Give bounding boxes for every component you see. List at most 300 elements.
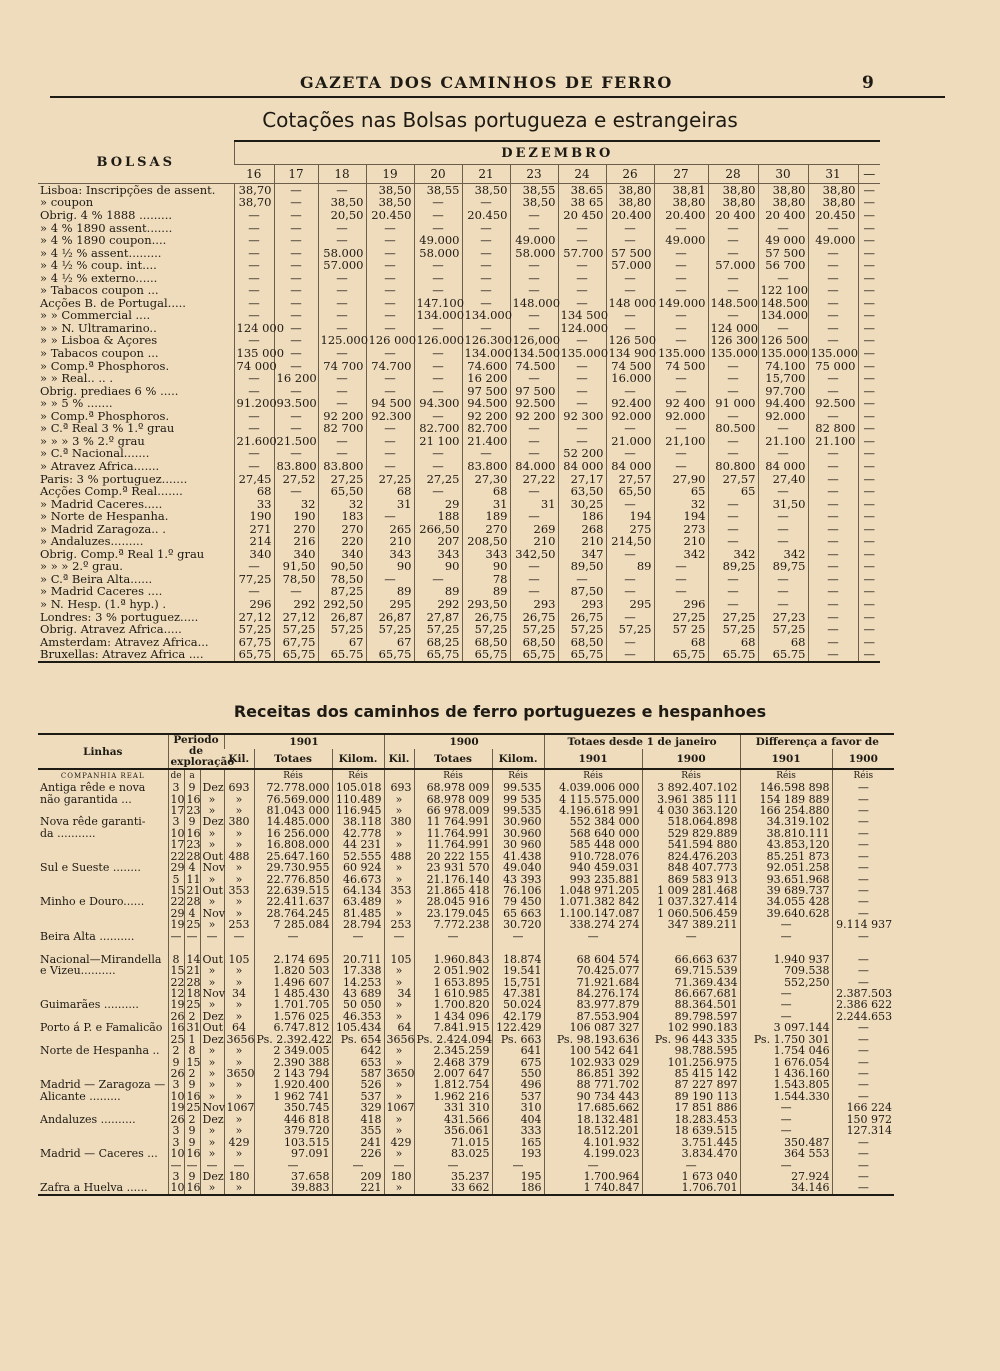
receipt-cell: 1 434 096 (414, 1011, 492, 1022)
quote-cell: 214,50 (606, 535, 654, 548)
receipt-cell: » (200, 805, 224, 816)
receipts-table (38, 733, 894, 1196)
table-row (38, 1102, 894, 1113)
quote-cell: — (858, 222, 880, 235)
security-label: Obrig. 4 % 1888 ......... (40, 208, 173, 223)
quote-cell: — (234, 259, 274, 272)
line-name (38, 1125, 168, 1136)
quote-cell: — (808, 648, 858, 661)
quote-cell: 190 (234, 510, 274, 523)
receipt-cell: 10 (168, 1182, 184, 1194)
day-header: 28 (708, 165, 758, 184)
quote-cell: — (318, 447, 366, 460)
quote-cell: 49.000 (510, 234, 558, 247)
quote-cell: 49 000 (758, 234, 808, 247)
line-name: e Vizeu.......... (40, 964, 116, 978)
quote-cell: — (462, 297, 510, 310)
quote-cell: 273 (654, 523, 708, 536)
receipt-cell: 642 (332, 1045, 384, 1056)
quote-cell: 49.000 (808, 234, 858, 247)
receipt-cell: » (224, 896, 254, 907)
receipt-cell: 64 (224, 1022, 254, 1033)
header-rule (50, 96, 945, 98)
receipt-cell: 18.512.201 (544, 1125, 642, 1136)
quote-cell: — (318, 322, 366, 335)
quote-cell: — (808, 447, 858, 460)
table-row (38, 347, 880, 360)
receipt-cell: 4.199.023 (544, 1148, 642, 1159)
receipt-cell: 12 (168, 988, 184, 999)
quote-cell: 65,50 (606, 485, 654, 498)
receipt-cell: 18.283.453 (642, 1114, 740, 1125)
quote-cell: 268 (558, 523, 606, 536)
quote-cell: 57,25 (606, 623, 654, 636)
receipt-cell: 26 (168, 1114, 184, 1125)
receipt-cell: 106 087 327 (544, 1022, 642, 1033)
quote-cell: 293 (510, 598, 558, 611)
receipt-cell: 83.025 (414, 1148, 492, 1159)
quote-cell: — (510, 560, 558, 573)
receipt-cell: — (832, 828, 894, 839)
receipt-cell: 1.820 503 (254, 965, 332, 976)
quote-cell: 31 (366, 498, 414, 511)
quote-cell: — (808, 548, 858, 561)
header-a: a (184, 769, 200, 782)
security-label: Paris: 3 % portuguez....... (40, 471, 188, 486)
quote-cell: — (510, 309, 558, 322)
receipt-cell: 3656 (224, 1034, 254, 1045)
receipt-cell: 1.544.330 (740, 1091, 832, 1102)
quote-cell: 32 (318, 498, 366, 511)
quote-cell: — (558, 385, 606, 398)
quote-cell: 20 400 (708, 209, 758, 222)
quote-cell: 38,50 (366, 196, 414, 209)
receipt-cell: — (740, 1011, 832, 1022)
quote-cell: — (858, 397, 880, 410)
quote-cell: 295 (606, 598, 654, 611)
quote-cell: 82.700 (462, 422, 510, 435)
receipt-cell: 11.764.991 (414, 839, 492, 850)
receipt-cell: 2 051.902 (414, 965, 492, 976)
quote-cell: — (274, 309, 318, 322)
receipt-cell: 43 393 (492, 874, 544, 885)
quote-cell: — (234, 284, 274, 297)
receipt-cell: 3 892.407.102 (642, 782, 740, 793)
quote-cell: — (858, 284, 880, 297)
line-name (38, 874, 168, 885)
quote-cell: — (606, 636, 654, 649)
receipt-cell: 518.064.898 (642, 816, 740, 827)
quote-cell: 135.000 (808, 347, 858, 360)
quote-cell: — (274, 385, 318, 398)
section-title-quotations: Cotações nas Bolsas portugueza e estrangeiras (262, 108, 738, 132)
quote-cell: 27,25 (366, 472, 414, 485)
receipt-cell: 110.489 (332, 793, 384, 804)
quote-cell: — (808, 385, 858, 398)
receipt-cell: 28 (184, 896, 200, 907)
receipt-cell: Nov (200, 908, 224, 919)
receipt-cell: 1 436.160 (740, 1068, 832, 1079)
quote-cell: — (654, 447, 708, 460)
table-row (38, 862, 894, 873)
receipt-cell: 193 (492, 1148, 544, 1159)
quote-cell: — (808, 560, 858, 573)
quote-cell: 57,25 (462, 623, 510, 636)
receipt-cell: — (832, 1159, 894, 1170)
quote-cell: 38,80 (808, 184, 858, 197)
receipt-cell: 16 (184, 1091, 200, 1102)
quote-cell: — (366, 573, 414, 586)
receipt-cell: 9 (184, 782, 200, 793)
receipt-cell: » (384, 976, 414, 987)
quote-cell: — (318, 222, 366, 235)
quote-cell: 210 (366, 535, 414, 548)
quote-cell: 90 (366, 560, 414, 573)
quote-cell: 68 (708, 636, 758, 649)
quote-cell: 84.000 (510, 460, 558, 473)
quote-cell: — (808, 598, 858, 611)
quote-cell: 135.000 (758, 347, 808, 360)
receipt-cell: 253 (224, 919, 254, 930)
security-label: » 4 % 1890 coupon.... (40, 233, 167, 248)
quote-cell: 92 300 (558, 410, 606, 423)
quote-cell: 183 (318, 510, 366, 523)
receipt-cell: » (200, 1045, 224, 1056)
quote-cell: 91,50 (274, 560, 318, 573)
receipt-cell: — (254, 931, 332, 942)
receipt-cell: 64.134 (332, 885, 384, 896)
quote-cell: 74.700 (366, 360, 414, 373)
quote-cell: — (366, 422, 414, 435)
quote-cell: 89,25 (708, 560, 758, 573)
receipt-cell: » (384, 908, 414, 919)
quote-cell: — (234, 334, 274, 347)
receipt-cell: 15 (168, 885, 184, 896)
quote-cell: — (558, 435, 606, 448)
receipt-cell: 76.106 (492, 885, 544, 896)
unit-reis: Réis (832, 769, 894, 782)
receipt-cell: 331 310 (414, 1102, 492, 1113)
quote-cell: — (858, 347, 880, 360)
receipt-cell: — (544, 931, 642, 942)
receipt-cell (492, 942, 544, 953)
receipt-cell: 86.667.681 (642, 988, 740, 999)
receipt-cell: 39.640.628 (740, 908, 832, 919)
quote-cell: 126 300 (708, 334, 758, 347)
receipt-cell: 431.566 (414, 1114, 492, 1125)
receipt-cell: 180 (384, 1171, 414, 1182)
receipt-cell: 19 (168, 1102, 184, 1113)
receipt-cell: 23 (184, 839, 200, 850)
receipt-cell: 537 (332, 1091, 384, 1102)
receipt-cell: — (544, 1159, 642, 1170)
receipt-cell: 64 (384, 1022, 414, 1033)
receipt-cell: 541.594 880 (642, 839, 740, 850)
table-row (38, 259, 880, 272)
line-name: Zafra a Huelva ...... (38, 1182, 168, 1194)
receipt-cell: 17 851 886 (642, 1102, 740, 1113)
quote-cell: 57 500 (606, 247, 654, 260)
quote-cell: 20.450 (808, 209, 858, 222)
quote-cell: — (558, 573, 606, 586)
line-name: Andaluzes .......... (40, 1112, 136, 1126)
quote-cell: 207 (414, 535, 462, 548)
quote-cell: — (318, 372, 366, 385)
quote-cell: — (462, 322, 510, 335)
security-label: » N. Hesp. (1.ª hyp.) . (40, 596, 167, 611)
quote-cell: 67 (318, 636, 366, 649)
quote-cell: 65,75 (234, 648, 274, 661)
receipt-cell: 43 689 (332, 988, 384, 999)
quote-cell: — (708, 360, 758, 373)
receipt-cell: — (832, 976, 894, 987)
receipt-cell: 869 583 913 (642, 874, 740, 885)
quote-cell: 126 000 (366, 334, 414, 347)
receipt-cell: » (200, 1057, 224, 1068)
quote-cell: 57 500 (758, 247, 808, 260)
receipt-cell: 350.487 (740, 1137, 832, 1148)
quote-cell: — (462, 284, 510, 297)
quote-cell: 65,75 (462, 648, 510, 661)
receipt-cell: 16 (168, 1022, 184, 1033)
unit-reis: Réis (414, 769, 492, 782)
receipt-cell: » (200, 1079, 224, 1090)
quote-cell: — (510, 259, 558, 272)
quote-cell: 210 (510, 535, 558, 548)
receipt-cell: — (740, 919, 832, 930)
receipt-cell: » (224, 1079, 254, 1090)
quote-cell: 38,80 (708, 184, 758, 197)
quote-cell: 27,25 (708, 610, 758, 623)
quote-cell: 57,25 (366, 623, 414, 636)
table-row (38, 1045, 894, 1056)
receipt-cell: Ps. 2.392.422 (254, 1034, 332, 1045)
receipt-cell: 88.364.501 (642, 999, 740, 1010)
quote-cell: — (606, 648, 654, 661)
receipt-cell: 25 (184, 999, 200, 1010)
quote-cell: 38,80 (606, 196, 654, 209)
header-totaes-jan-1901: 1901 (544, 749, 642, 769)
table-row (38, 648, 880, 661)
quote-cell: 269 (510, 523, 558, 536)
quote-cell: — (858, 648, 880, 661)
quote-cell: 57,25 (274, 623, 318, 636)
receipt-cell: — (384, 1159, 414, 1170)
receipt-cell: — (642, 931, 740, 942)
receipt-cell: » (384, 862, 414, 873)
receipt-cell: — (832, 862, 894, 873)
quote-cell: 38,80 (654, 196, 708, 209)
day-header: 18 (318, 165, 366, 184)
receipt-cell: 11.764.991 (414, 828, 492, 839)
quote-cell: 27,90 (654, 472, 708, 485)
receipt-cell: 4.101.932 (544, 1137, 642, 1148)
receipt-cell: — (200, 1159, 224, 1170)
receipt-cell: — (832, 874, 894, 885)
quote-cell: 21.100 (808, 435, 858, 448)
receipt-cell: — (740, 1125, 832, 1136)
quote-cell: — (654, 385, 708, 398)
receipt-cell: 21 (184, 965, 200, 976)
receipt-cell: 4.196.618 991 (544, 805, 642, 816)
quote-cell: 65.75 (318, 648, 366, 661)
quote-cell: — (234, 372, 274, 385)
line-name: Beira Alta .......... (40, 929, 135, 943)
quote-cell: — (510, 485, 558, 498)
quote-cell: — (274, 485, 318, 498)
quote-cell: 343 (414, 548, 462, 561)
receipt-cell: 347 389.211 (642, 919, 740, 930)
quote-cell: — (274, 347, 318, 360)
quote-cell: 38,80 (758, 196, 808, 209)
receipt-cell: 34.055 428 (740, 896, 832, 907)
quote-cell: — (654, 247, 708, 260)
quote-cell: — (606, 385, 654, 398)
quote-cell: — (234, 560, 274, 573)
quote-cell: 68,25 (414, 636, 462, 649)
receipt-cell: 653 (332, 1057, 384, 1068)
receipt-cell: 675 (492, 1057, 544, 1068)
quote-cell: — (274, 184, 318, 197)
quote-cell: — (858, 460, 880, 473)
receipt-cell: — (414, 931, 492, 942)
receipt-cell: 37.658 (254, 1171, 332, 1182)
table-row (38, 839, 894, 850)
receipt-cell: 380 (224, 816, 254, 827)
quote-cell: — (654, 460, 708, 473)
header-totaes-janeiro: Totaes desde 1 de janeiro (544, 734, 740, 749)
quote-cell: — (274, 585, 318, 598)
receipt-cell (384, 942, 414, 953)
quote-cell: 92.000 (758, 410, 808, 423)
quote-cell: 148.000 (510, 297, 558, 310)
receipt-cell: 21.176.140 (414, 874, 492, 885)
receipt-cell: 98.788.595 (642, 1045, 740, 1056)
receipt-cell: 28 (184, 851, 200, 862)
quote-cell: 93.500 (274, 397, 318, 410)
receipt-cell: 446 818 (254, 1114, 332, 1125)
receipt-cell: 333 (492, 1125, 544, 1136)
quote-cell: 87,25 (318, 585, 366, 598)
receipt-cell: 30 960 (492, 839, 544, 850)
line-name (38, 976, 168, 987)
security-label: » » Real.. .. . (40, 371, 113, 386)
quote-cell: 78 (462, 573, 510, 586)
quote-cell: — (808, 485, 858, 498)
receipt-cell: 552 384 000 (544, 816, 642, 827)
quote-cell: — (606, 272, 654, 285)
receipt-cell: 76.569.000 (254, 793, 332, 804)
quote-cell: 57,25 (758, 623, 808, 636)
receipt-cell: — (832, 1171, 894, 1182)
receipt-cell: 85 415 142 (642, 1068, 740, 1079)
receipt-cell (200, 942, 224, 953)
receipt-cell: 10 (168, 1148, 184, 1159)
quote-cell: 271 (234, 523, 274, 536)
header-kilom-1901: Kilom. (332, 749, 384, 769)
receipt-cell: » (384, 1079, 414, 1090)
quote-cell: — (366, 510, 414, 523)
receipt-cell: 22 (168, 896, 184, 907)
quote-cell: 27,57 (708, 472, 758, 485)
line-name (38, 1057, 168, 1068)
receipt-cell: 993 235.881 (544, 874, 642, 885)
table-row (38, 919, 894, 930)
quote-cell: — (654, 560, 708, 573)
quotations-body (38, 184, 880, 662)
security-label: » Andaluzes......... (40, 534, 144, 549)
security-label: Obrig. prediaes 6 % ..... (40, 383, 179, 398)
quote-cell: — (808, 309, 858, 322)
quote-cell: 38,50 (510, 196, 558, 209)
receipt-cell: 1.496 607 (254, 976, 332, 987)
receipt-cell: 3.751.445 (642, 1137, 740, 1148)
quote-cell: 82.700 (414, 422, 462, 435)
quote-cell: — (366, 447, 414, 460)
receipt-cell: 2.244.653 (832, 1011, 894, 1022)
receipt-cell: 4.039.006 000 (544, 782, 642, 793)
quote-cell: — (558, 372, 606, 385)
receipt-cell: — (740, 988, 832, 999)
quote-cell: — (858, 598, 880, 611)
quote-cell: — (318, 347, 366, 360)
table-row (38, 272, 880, 285)
receipt-cell: 568 640 000 (544, 828, 642, 839)
receipt-cell: 68.978 009 (414, 782, 492, 793)
receipt-cell: » (384, 874, 414, 885)
quote-cell: 27,25 (414, 472, 462, 485)
quote-cell: 126,000 (510, 334, 558, 347)
receipt-cell: 69.715.539 (642, 965, 740, 976)
receipt-cell: 60 924 (332, 862, 384, 873)
receipt-cell: 3 (168, 1171, 184, 1182)
receipt-cell: 42.778 (332, 828, 384, 839)
receipt-cell: 29 (168, 862, 184, 873)
receipt-cell: » (224, 1057, 254, 1068)
receipt-cell: 28.764.245 (254, 908, 332, 919)
receipt-cell: » (224, 965, 254, 976)
quote-cell: — (654, 573, 708, 586)
table-row (38, 1182, 894, 1194)
receipt-cell: 537 (492, 1091, 544, 1102)
receipt-cell: » (224, 1011, 254, 1022)
receipt-cell: » (224, 793, 254, 804)
quote-cell: 65,75 (414, 648, 462, 661)
quote-cell: — (318, 435, 366, 448)
receipt-cell: 1.701.705 (254, 999, 332, 1010)
quote-cell: — (318, 397, 366, 410)
receipt-cell: 3 (168, 782, 184, 793)
quote-cell: 57.000 (708, 259, 758, 272)
day-header: 17 (274, 165, 318, 184)
quote-cell: — (858, 485, 880, 498)
receipt-cell: 1.071.382 842 (544, 896, 642, 907)
receipt-cell: » (224, 1125, 254, 1136)
quote-cell: 135.000 (708, 347, 758, 360)
quote-cell: 210 (654, 535, 708, 548)
quote-cell: — (366, 272, 414, 285)
receipt-cell: 50.024 (492, 999, 544, 1010)
quote-cell: 292 (414, 598, 462, 611)
receipt-cell: 380 (384, 816, 414, 827)
receipt-cell: Out (200, 954, 224, 965)
quote-cell: — (414, 372, 462, 385)
security-label: Lisboa: Inscripções de assent. (40, 183, 216, 197)
quote-cell: 94.500 (462, 397, 510, 410)
receipt-cell: 910.728.076 (544, 851, 642, 862)
line-name: Guimarães .......... (40, 998, 139, 1012)
receipt-cell: 9 (168, 1057, 184, 1068)
